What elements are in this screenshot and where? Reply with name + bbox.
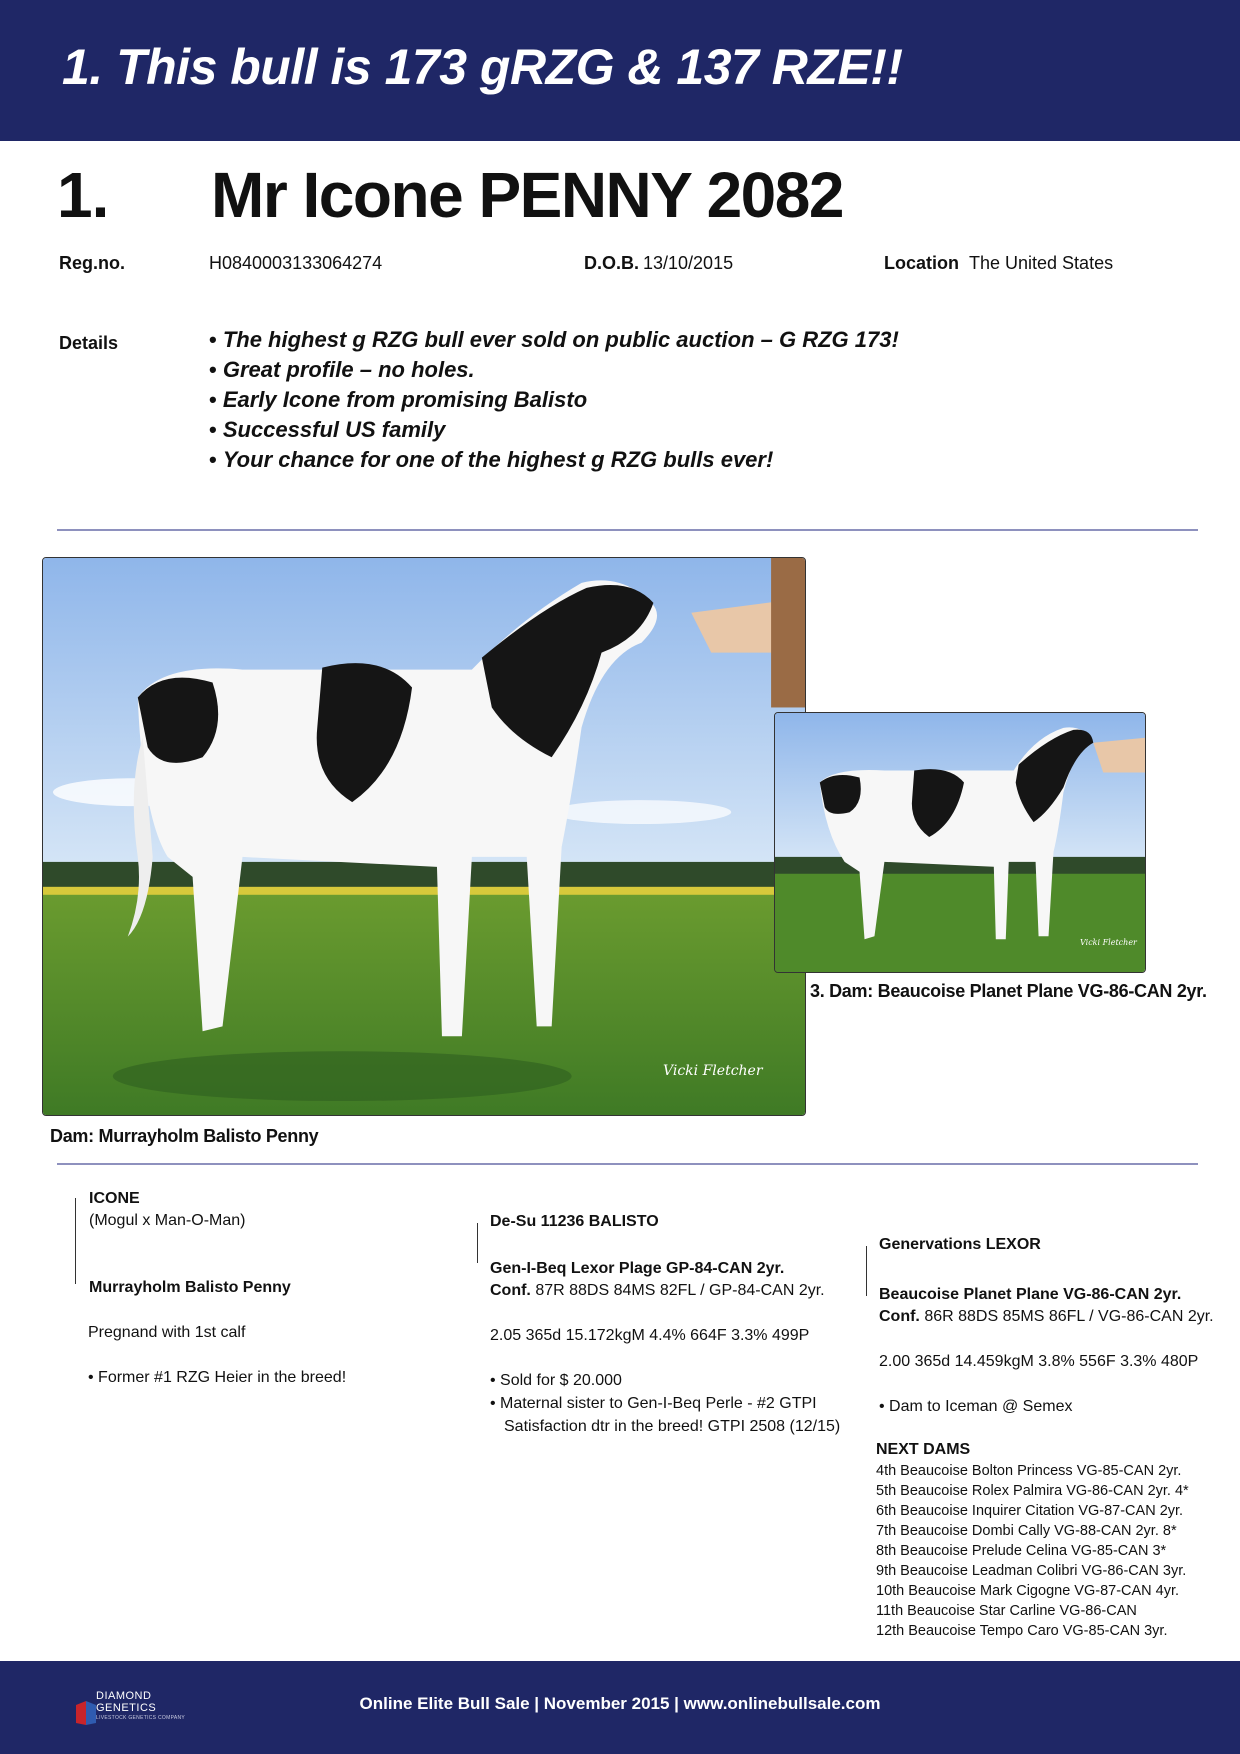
details-item: • The highest g RZG bull ever sold on public auction – G RZG 173! (209, 325, 899, 355)
col2-conf-label: Conf. (490, 1282, 531, 1299)
col2-bullet-2: • Maternal sister to Gen-I-Beq Perle - #2 GTPI (490, 1395, 817, 1412)
top-banner (0, 0, 1240, 141)
col3-bullet: • Dam to Iceman @ Semex (879, 1398, 1073, 1415)
divider-top (57, 529, 1198, 531)
reg-value: H0840003133064274 (209, 253, 383, 273)
lot-name: Mr Icone PENNY 2082 (211, 159, 843, 231)
logo-line-3: LIVESTOCK GENETICS COMPANY (96, 1715, 186, 1721)
col2-bullet-1: • Sold for $ 20.000 (490, 1372, 622, 1389)
next-dam-item: 9th Beaucoise Leadman Colibri VG-86-CAN 3yr. (876, 1563, 1187, 1579)
pedigree-bracket-1 (75, 1198, 76, 1284)
pedigree-bracket-2 (477, 1223, 478, 1263)
col2-conf-value: 87R 88DS 84MS 82FL / GP-84-CAN 2yr. (530, 1282, 825, 1299)
col3-conf-label: Conf. (879, 1308, 920, 1325)
col1-sire: ICONE (89, 1190, 140, 1207)
side-cow-photo (774, 712, 1146, 973)
dob-value: 13/10/2015 (643, 253, 734, 273)
reg-label: Reg.no. (59, 253, 125, 273)
next-dam-item: 11th Beaucoise Star Carline VG-86-CAN (876, 1603, 1137, 1619)
side-photo-signature: Vicki Fletcher (1080, 938, 1137, 947)
col2-bullet-2-cont: Satisfaction dtr in the breed! GTPI 2508 (12/15) (504, 1418, 841, 1435)
details-label: Details (59, 333, 119, 353)
col1-dam: Murrayholm Balisto Penny (89, 1279, 291, 1296)
photo-signature: Vicki Fletcher (663, 1063, 763, 1079)
col2-dam: Gen-I-Beq Lexor Plage GP-84-CAN 2yr. (490, 1260, 785, 1277)
details-item: • Great profile – no holes. (209, 355, 899, 385)
next-dam-item: 8th Beaucoise Prelude Celina VG-85-CAN 3* (876, 1543, 1167, 1559)
col3-conf-value: 86R 88DS 85MS 86FL / VG-86-CAN 2yr. (919, 1308, 1214, 1325)
location-label: Location (884, 253, 959, 273)
location-value: The United States (969, 253, 1114, 273)
col2-production: 2.05 365d 15.172kgM 4.4% 664F 3.3% 499P (490, 1327, 810, 1344)
side-photo-caption: 3. Dam: Beaucoise Planet Plane VG-86-CAN 2yr. (810, 981, 1207, 1001)
details-item: • Successful US family (209, 415, 899, 445)
logo-line-2: GENETICS (96, 1702, 157, 1714)
details-list (209, 325, 899, 475)
col1-bullet: • Former #1 RZG Heier in the breed! (88, 1369, 347, 1386)
next-dam-item: 5th Beaucoise Rolex Palmira VG-86-CAN 2yr. 4* (876, 1483, 1189, 1499)
col1-note: Pregnand with 1st calf (88, 1324, 246, 1341)
next-dams-list (876, 1461, 1189, 1641)
banner-headline: 1. This bull is 173 gRZG & 137 RZE!! (62, 39, 903, 95)
footer-bar (0, 1661, 1240, 1754)
next-dam-item: 12th Beaucoise Tempo Caro VG-85-CAN 3yr. (876, 1623, 1168, 1639)
lot-number: 1. (57, 159, 109, 231)
next-dam-item: 4th Beaucoise Bolton Princess VG-85-CAN 2yr. (876, 1463, 1182, 1479)
col3-production: 2.00 365d 14.459kgM 3.8% 556F 3.3% 480P (879, 1353, 1199, 1370)
footer-text: Online Elite Bull Sale | November 2015 | www.onlinebullsale.com (359, 1694, 881, 1713)
main-photo-caption: Dam: Murrayholm Balisto Penny (50, 1126, 319, 1146)
logo-line-1: DIAMOND (96, 1690, 152, 1702)
next-dam-item: 10th Beaucoise Mark Cigogne VG-87-CAN 4yr. (876, 1583, 1180, 1599)
dob-label: D.O.B. (584, 253, 640, 273)
next-dam-item: 6th Beaucoise Inquirer Citation VG-87-CAN 2yr. (876, 1503, 1184, 1519)
divider-bottom (57, 1163, 1198, 1165)
next-dams-title: NEXT DAMS (876, 1441, 971, 1458)
col2-conf (490, 1280, 825, 1302)
col3-dam: Beaucoise Planet Plane VG-86-CAN 2yr. (879, 1286, 1182, 1303)
col3-conf (879, 1306, 1214, 1328)
col3-sire: Genervations LEXOR (879, 1236, 1041, 1253)
main-cow-photo (42, 557, 806, 1116)
details-item: • Early Icone from promising Balisto (209, 385, 899, 415)
pedigree-bracket-3 (866, 1246, 867, 1296)
col1-sire-line: (Mogul x Man-O-Man) (89, 1212, 246, 1229)
next-dam-item: 7th Beaucoise Dombi Cally VG-88-CAN 2yr. 8* (876, 1523, 1177, 1539)
col2-sire: De-Su 11236 BALISTO (490, 1213, 659, 1230)
details-item: • Your chance for one of the highest g RZG bulls ever! (209, 445, 899, 475)
